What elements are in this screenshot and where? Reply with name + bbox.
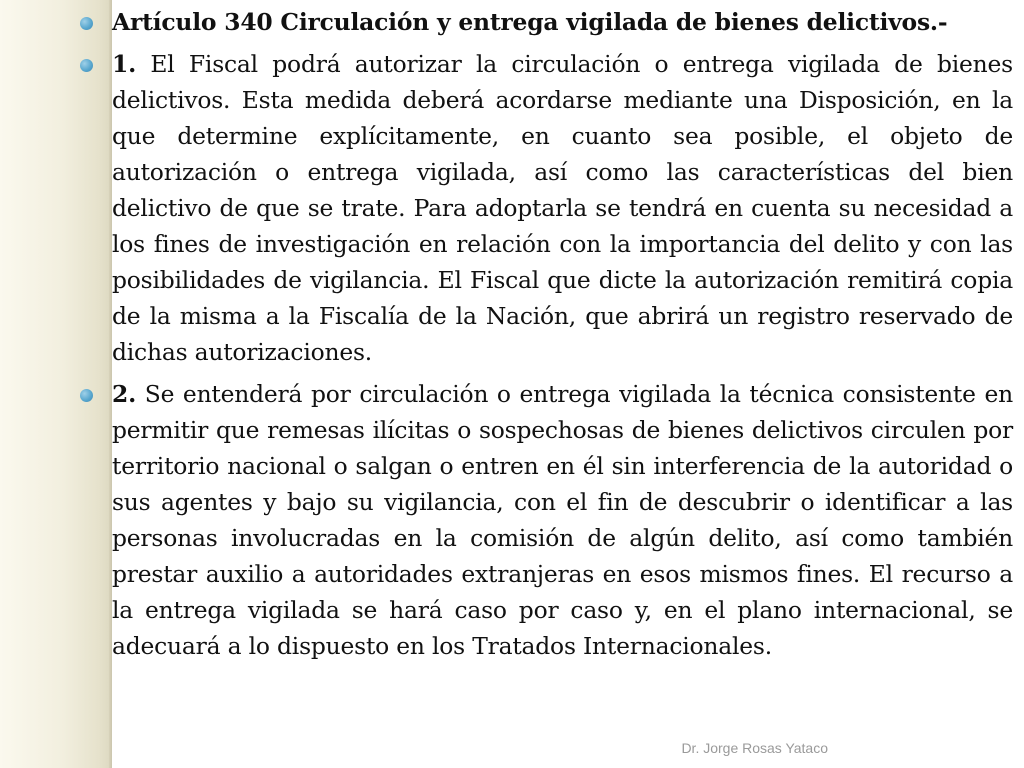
paragraph-item-1 [76,46,1013,370]
paragraph-text: Se entenderá por circulación o entrega vigilada la técnica consistente en permitir que remesas ilícitas o sospechosas de bienes delictivos circulen por territorio nacional o salgan o entren en él sin interferencia de la autoridad o sus agentes y bajo su vigilancia, con el fin de descubrir o identificar a las personas involucradas en la comisión de algún delito, así como también prestar auxilio a autoridades extranjeras en esos mismos fines. El recurso a la entrega vigilada se hará caso por caso y, en el plano internacional, se adecuará a lo dispuesto en los Tratados Internacionales. [112,380,1013,660]
paragraph-text: El Fiscal podrá autorizar la circulación o entrega vigilada de bienes delictivos. Esta medida deberá acordarse mediante una Disposición, en la que determine explícitamente, en cuanto sea posible, el objeto de autorización o entrega vigilada, así como las características del bien delictivo de que se trate. Para adoptarla se tendrá en cuenta su necesidad a los fines de investigación en relación con la importancia del delito y con las posibilidades de vigilancia. El Fiscal que dicte la autorización remitirá copia de la misma a la Fiscalía de la Nación, que abrirá un registro reservado de dichas autorizaciones. [112,50,1013,366]
bullet-icon [76,4,112,40]
bullet-icon [76,46,112,82]
footer-author: Dr. Jorge Rosas Yataco [681,740,828,756]
slide-content [76,4,1013,670]
paragraph-item-2 [76,376,1013,664]
paragraph-number: 1. [112,50,137,78]
article-heading-item [76,4,1013,40]
paragraph-number: 2. [112,380,137,408]
article-heading: Artículo 340 Circulación y entrega vigilada de bienes delictivos.- [112,8,948,36]
bullet-icon [76,376,112,412]
